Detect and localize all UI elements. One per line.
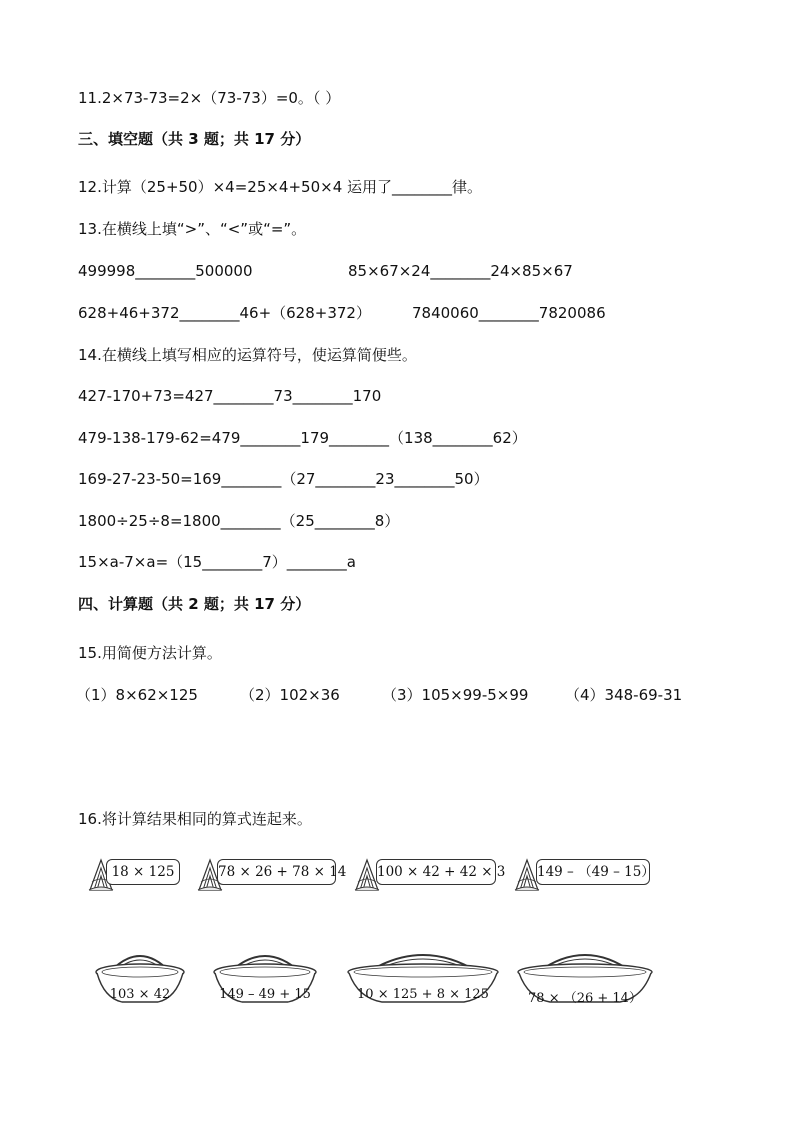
- question-11: 11.2×73-73=2×（73-73）=0。（ ）: [78, 89, 341, 107]
- section-3-heading: 三、填空题（共 3 题；共 17 分）: [78, 130, 311, 148]
- section-4-heading: 四、计算题（共 2 题；共 17 分）: [78, 595, 311, 613]
- basket-expression: 78 × （26 + 14）: [528, 991, 642, 1006]
- q14-line-5: 15×a-7×a=（15________7）________a: [78, 553, 356, 571]
- q15-item-3: （3）105×99-5×99: [382, 686, 529, 704]
- question-16: 16.将计算结果相同的算式连起来。: [78, 810, 312, 828]
- basket-expression: 149 – 49 + 15: [219, 987, 311, 1002]
- question-12: 12.计算（25+50）×4=25×4+50×4 运用了________律。: [78, 178, 483, 196]
- card-expression: 100 × 42 + 42 × 3: [376, 859, 496, 885]
- basket-1[interactable]: [92, 946, 188, 1008]
- q14-line-2: 479-138-179-62=479________179________（138________62）: [78, 429, 527, 447]
- sprout-card-4[interactable]: [512, 856, 655, 886]
- question-15: 15.用简便方法计算。: [78, 644, 222, 662]
- basket-expression: 103 × 42: [109, 987, 171, 1002]
- q13-row2-left: 628+46+372________46+（628+372）: [78, 304, 371, 322]
- basket-3[interactable]: [344, 946, 502, 1008]
- sprout-card-1[interactable]: [86, 856, 181, 886]
- card-expression: 78 × 26 + 78 × 14: [217, 859, 336, 885]
- q13-row1-right: 85×67×24________24×85×67: [348, 262, 573, 280]
- basket-2[interactable]: [210, 946, 320, 1008]
- basket-4[interactable]: [514, 946, 656, 1008]
- q14-line-3: 169-27-23-50=169________（27________23________50）: [78, 470, 489, 488]
- q14-line-4: 1800÷25÷8=1800________（25________8）: [78, 512, 400, 530]
- sprout-card-2[interactable]: [195, 856, 347, 886]
- q14-line-1: 427-170+73=427________73________170: [78, 387, 382, 405]
- sprout-card-3[interactable]: [352, 856, 506, 886]
- card-expression: 149 – （49 – 15）: [536, 859, 650, 885]
- question-14: 14.在横线上填写相应的运算符号，使运算简便些。: [78, 346, 417, 364]
- q15-item-2: （2）102×36: [240, 686, 340, 704]
- basket-expression: 10 × 125 + 8 × 125: [357, 987, 489, 1002]
- q15-item-4: （4）348-69-31: [565, 686, 683, 704]
- q15-item-1: （1）8×62×125: [76, 686, 198, 704]
- q13-row1-left: 499998________500000: [78, 262, 253, 280]
- card-expression: 18 × 125: [106, 859, 180, 885]
- q13-row2-right: 7840060________7820086: [412, 304, 606, 322]
- question-13: 13.在横线上填“>”、“<”或“=”。: [78, 220, 307, 238]
